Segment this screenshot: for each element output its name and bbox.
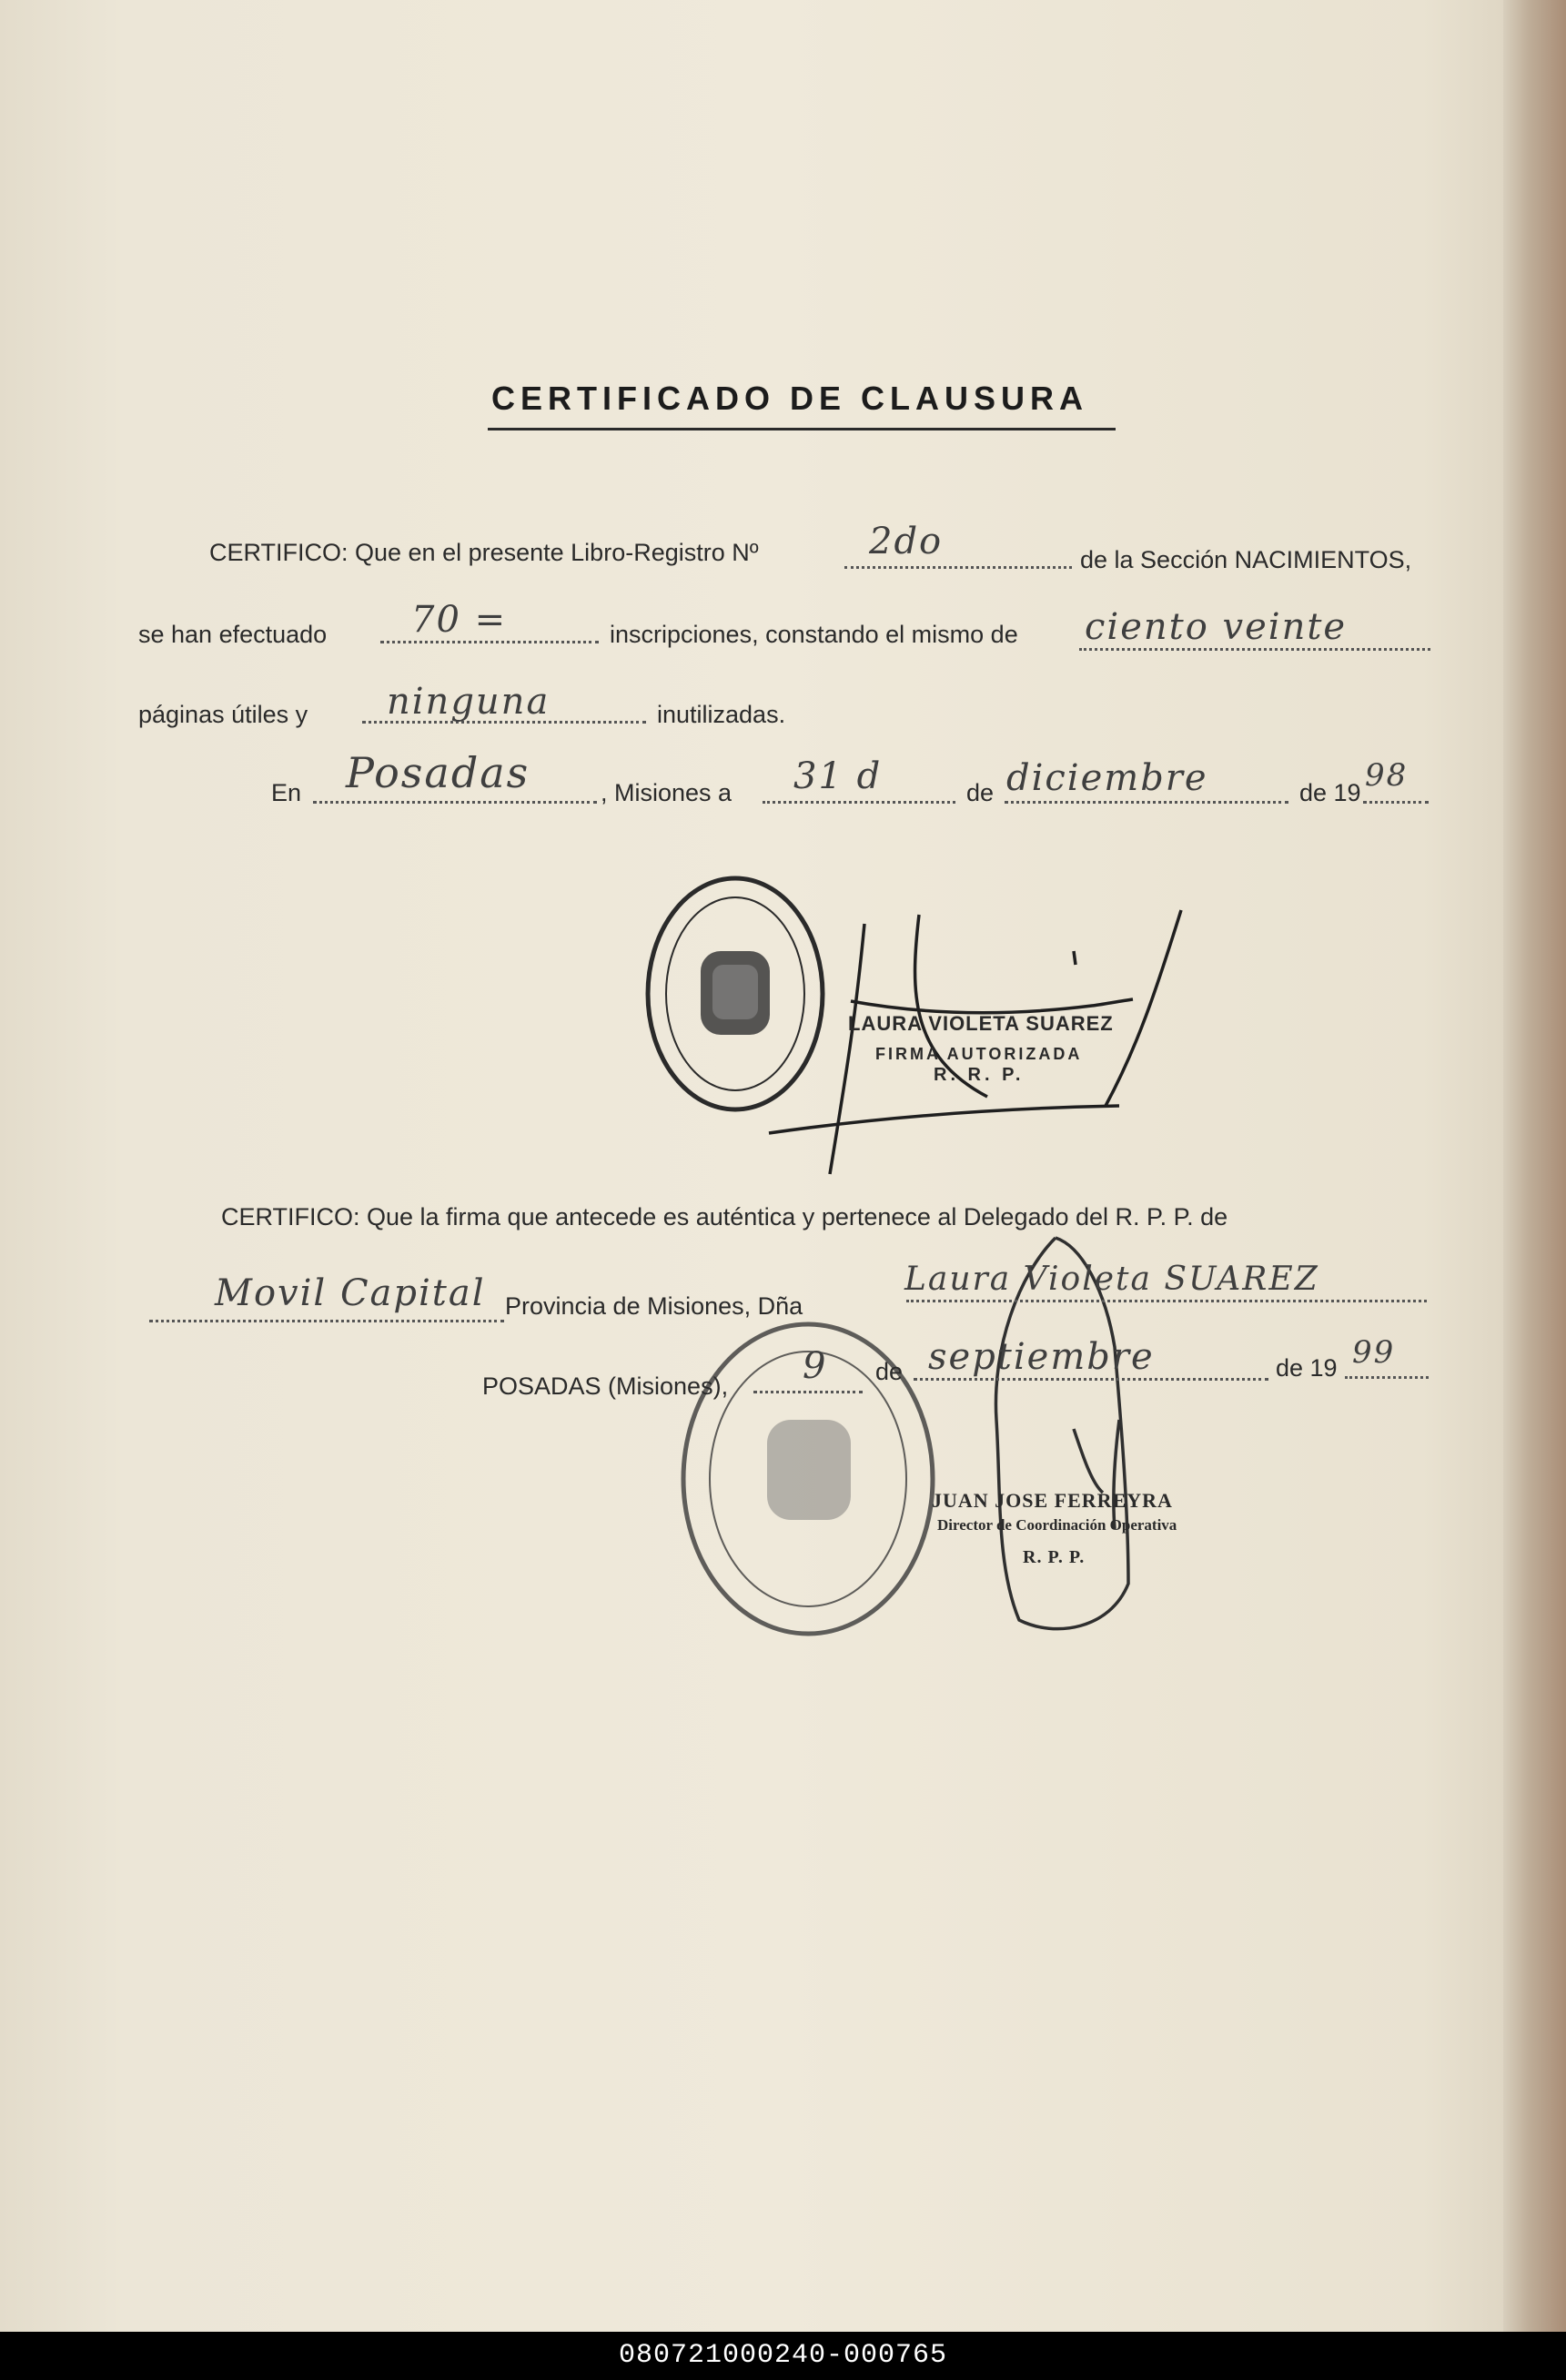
stamp-2-office: R. P. P. bbox=[1023, 1547, 1086, 1567]
stamp-1-name: LAURA VIOLETA SUAREZ bbox=[848, 1012, 1114, 1035]
place-date-de1: de bbox=[966, 779, 995, 806]
handwritten-auth-year: 99 bbox=[1352, 1334, 1396, 1371]
handwritten-place: Posadas bbox=[346, 748, 530, 797]
certifico-line2-prefix: se han efectuado bbox=[138, 621, 328, 648]
handwritten-year: 98 bbox=[1365, 757, 1409, 794]
auth-line3-prefix: POSADAS (Misiones), bbox=[482, 1372, 729, 1400]
document-id-footer: 080721000240-000765 bbox=[0, 2332, 1566, 2380]
certifico-line1-prefix: CERTIFICO: Que en el presente Libro-Registro Nº bbox=[209, 539, 759, 566]
dotted-field bbox=[753, 1391, 863, 1393]
handwritten-pages: ciento veinte bbox=[1085, 606, 1348, 648]
certifico-line2-middle: inscripciones, constando el mismo de bbox=[610, 621, 1018, 648]
stamp-2-role: Director de Coordinación Operativa bbox=[937, 1516, 1177, 1534]
auth-line3-de1: de bbox=[875, 1358, 904, 1385]
official-seal-1 bbox=[648, 878, 823, 1109]
auth-line2-middle: Provincia de Misiones, Dña bbox=[505, 1292, 803, 1320]
auth-line1: CERTIFICO: Que la firma que antecede es auténtica y pertenece al Delegado del R. P. P. de bbox=[221, 1203, 1228, 1231]
handwritten-void-pages: ninguna bbox=[387, 681, 551, 723]
handwritten-signature-1 bbox=[769, 910, 1181, 1174]
stamp-1-role: FIRMA AUTORIZADA bbox=[875, 1045, 1083, 1063]
dotted-field bbox=[914, 1378, 1268, 1381]
handwritten-auth-month: septiembre bbox=[928, 1336, 1155, 1378]
dotted-field bbox=[149, 1320, 504, 1322]
stamp-2-name: JUAN JOSE FERREYRA bbox=[932, 1489, 1173, 1512]
handwritten-book-number: 2do bbox=[869, 521, 944, 562]
certifico-line1-suffix: de la Sección NACIMIENTOS, bbox=[1080, 546, 1412, 573]
handwritten-month: diciembre bbox=[1006, 757, 1208, 799]
place-date-de2: de 19 bbox=[1299, 779, 1361, 806]
dotted-field bbox=[906, 1300, 1427, 1302]
place-date-prefix: En bbox=[271, 779, 302, 806]
certificate-title: CERTIFICADO DE CLAUSURA bbox=[491, 380, 1088, 417]
auth-line3-de2: de 19 bbox=[1276, 1354, 1338, 1382]
certifico-line3-prefix: páginas útiles y bbox=[138, 701, 308, 728]
dotted-field bbox=[1345, 1376, 1429, 1379]
handwritten-count: 70 = bbox=[411, 599, 508, 641]
stamp-1-office: R. R. P. bbox=[934, 1065, 1025, 1085]
handwritten-day: 31 d bbox=[793, 755, 883, 797]
place-date-misiones: , Misiones a bbox=[601, 779, 732, 806]
handwritten-delegate-name: Laura Violeta SUAREZ bbox=[904, 1261, 1319, 1298]
handwritten-delegation: Movil Capital bbox=[215, 1272, 486, 1314]
handwritten-auth-day: 9 bbox=[803, 1345, 828, 1387]
certifico-line3-suffix: inutilizadas. bbox=[657, 701, 786, 728]
